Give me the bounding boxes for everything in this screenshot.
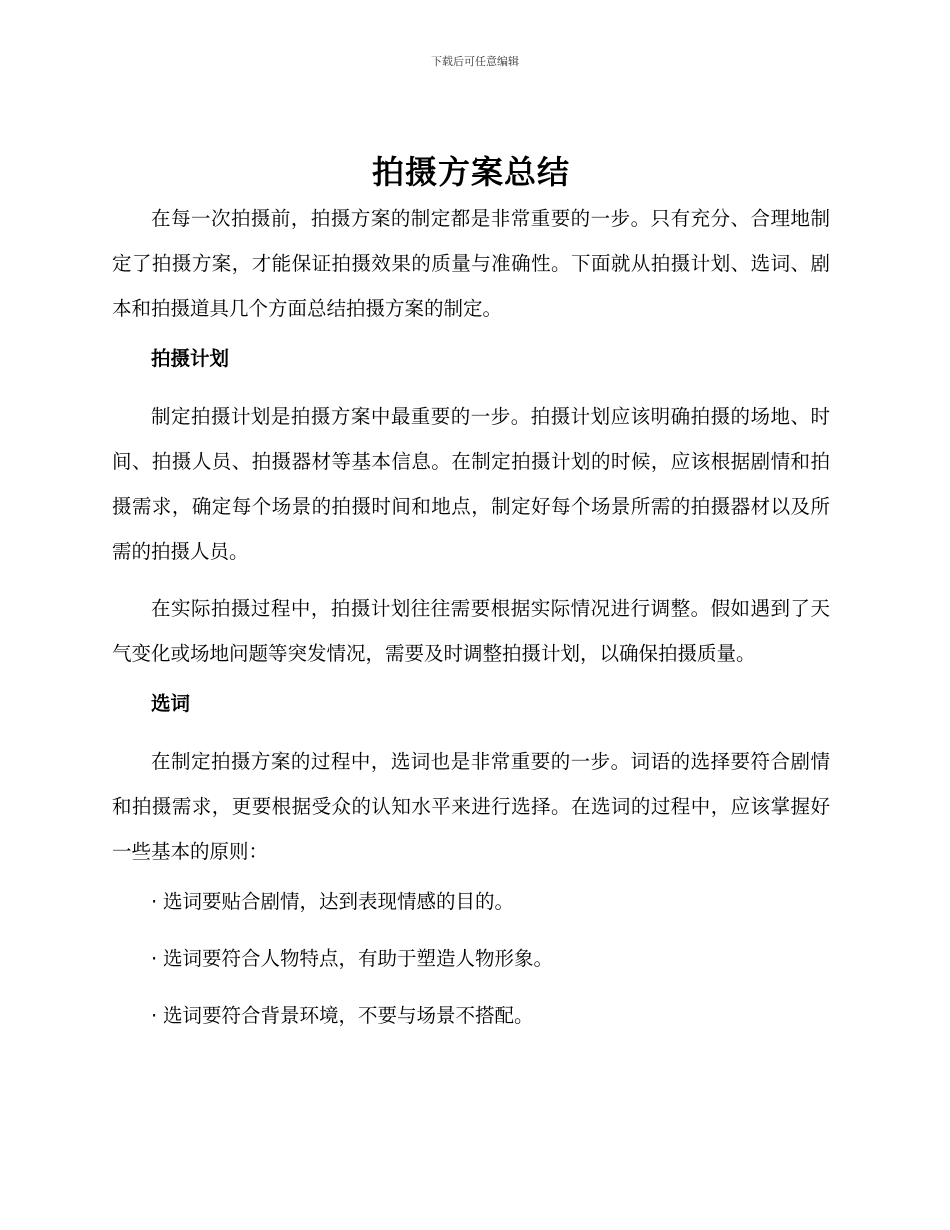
paragraph: 制定拍摄计划是拍摄方案中最重要的一步。拍摄计划应该明确拍摄的场地、时间、拍摄人员、拍摄器材等基本信息。在制定拍摄计划的时候，应该根据剧情和拍摄需求，确定每个场景的拍摄时间和地点，制定好每个场景所需的拍摄器材以及所需的拍摄人员。 bbox=[112, 405, 830, 563]
document-body bbox=[112, 150, 830, 1057]
section-heading: 选词 bbox=[151, 692, 191, 715]
section-shooting-plan bbox=[112, 343, 830, 676]
list-item bbox=[112, 886, 830, 918]
list-item bbox=[112, 1000, 830, 1032]
list-item-text: 选词要贴合剧情，达到表现情感的目的。 bbox=[163, 890, 515, 913]
section-word-choice bbox=[112, 688, 830, 1032]
document-title: 拍摄方案总结 bbox=[371, 153, 570, 191]
list-item-text: 选词要符合背景环境，不要与场景不搭配。 bbox=[163, 1004, 534, 1027]
section-heading: 拍摄计划 bbox=[151, 347, 230, 370]
list-item-text: 选词要符合人物特点，有助于塑造人物形象。 bbox=[163, 947, 554, 970]
list-item bbox=[112, 943, 830, 975]
paragraph: 在制定拍摄方案的过程中，选词也是非常重要的一步。词语的选择要符合剧情和拍摄需求，更要根据受众的认知水平来进行选择。在选词的过程中，应该掌握好一些基本的原则： bbox=[112, 750, 830, 863]
bullet-dot: · bbox=[151, 890, 158, 913]
page-header-note: 下载后可任意编辑 bbox=[431, 55, 519, 68]
bullet-dot: · bbox=[151, 947, 158, 970]
intro-paragraph: 在每一次拍摄前，拍摄方案的制定都是非常重要的一步。只有充分、合理地制定了拍摄方案，才能保证拍摄效果的质量与准确性。下面就从拍摄计划、选词、剧本和拍摄道具几个方面总结拍摄方案的制定。 bbox=[112, 207, 830, 320]
bullet-dot: · bbox=[151, 1004, 158, 1027]
paragraph: 在实际拍摄过程中，拍摄计划往往需要根据实际情况进行调整。假如遇到了天气变化或场地问题等突发情况，需要及时调整拍摄计划，以确保拍摄质量。 bbox=[112, 597, 830, 665]
bullet-list bbox=[112, 886, 830, 1032]
